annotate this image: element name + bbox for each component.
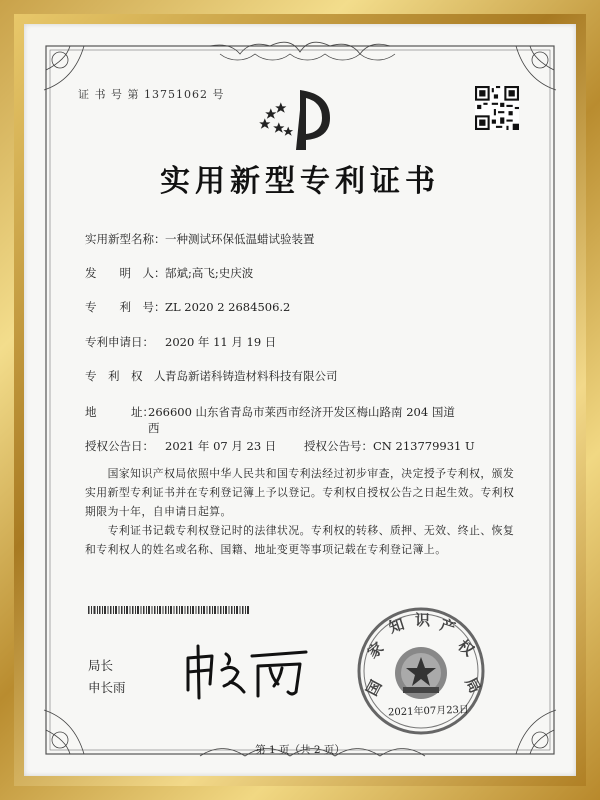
svg-text:局: 局: [461, 674, 485, 697]
field-label: 专 利 权 人：: [85, 369, 177, 383]
page-number: 第 1 页（共 2 页）: [255, 744, 345, 756]
svg-text:识: 识: [415, 611, 431, 629]
utility-model-name-field: [85, 231, 315, 247]
field-value: 2020 年 11 月 19 日: [165, 335, 277, 349]
field-value: 2021 年 07 月 23 日: [165, 439, 277, 453]
svg-text:权: 权: [454, 636, 478, 660]
filing-date-field: [85, 334, 276, 350]
patentee-field: [85, 368, 338, 384]
inventor-field: [85, 265, 253, 281]
field-value: CN 213779931 U: [373, 439, 475, 453]
svg-text:产: 产: [437, 615, 458, 638]
field-label: 发 明 人：: [85, 266, 166, 280]
cnipa-emblem-icon: [256, 88, 346, 152]
field-label: 地 址：: [85, 405, 154, 419]
field-label: 授权公告号：: [304, 439, 373, 453]
director-title: 局长: [88, 658, 114, 673]
director-signature: [178, 640, 313, 702]
legal-status-paragraph: 专利证书记载专利权登记时的法律状况。专利权的转移、质押、无效、终止、恢复和专利权人的姓名或名称、国籍、地址变更等事项记载在专利登记簿上。: [85, 524, 515, 556]
certificate-number: 证 书 号 第 13751062 号: [78, 88, 225, 101]
field-label: 专 利 号：: [85, 300, 166, 314]
field-value: 郜斌;高飞;史庆波: [165, 266, 254, 280]
svg-text:家: 家: [364, 638, 388, 663]
certificate-title: 实用新型专利证书: [160, 164, 440, 199]
field-value: 266600 山东省青岛市莱西市经济开发区梅山路南 204 国道: [148, 405, 455, 419]
patent-number-field: [85, 299, 290, 315]
field-label: 授权公告日：: [85, 439, 154, 453]
field-value: 一种测试环保低温蜡试验装置: [165, 232, 315, 246]
svg-text:国: 国: [362, 677, 386, 699]
announcement-date-field: [85, 438, 276, 454]
qr-code-icon: [475, 86, 519, 130]
address-continuation: 西: [148, 421, 160, 435]
announcement-number-field: [304, 438, 475, 454]
field-value: 青岛新诺科铸造材料科技有限公司: [165, 369, 338, 383]
seal-date: 2021年07月23日: [387, 704, 470, 719]
director-name: 申长雨: [88, 680, 126, 695]
field-label: 专利申请日：: [85, 335, 154, 349]
barcode-icon: [88, 606, 250, 614]
address-field: [85, 404, 455, 420]
svg-text:知: 知: [386, 615, 407, 637]
field-label: 实用新型名称：: [85, 232, 166, 246]
grant-statement-paragraph: 国家知识产权局依照中华人民共和国专利法经过初步审查，决定授予专利权，颁发实用新型专利证书并在专利登记簿上予以登记。专利权自授权公告之日起生效。专利权期限为十年，自申请日起算。: [85, 467, 515, 518]
field-value: ZL 2020 2 2684506.2: [165, 300, 291, 314]
